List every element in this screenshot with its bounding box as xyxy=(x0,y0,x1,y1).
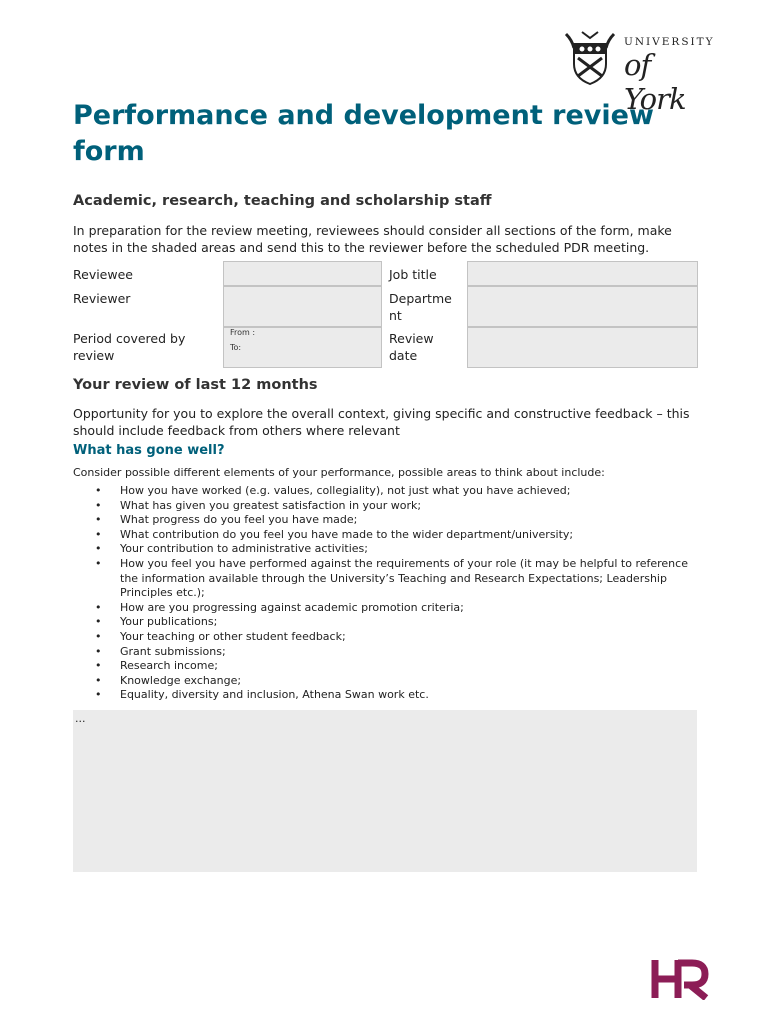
reviewee-input[interactable] xyxy=(223,261,382,286)
notes-placeholder: ... xyxy=(75,712,86,725)
list-item: • Research income; xyxy=(95,659,218,673)
list-item: • Your publications; xyxy=(95,615,218,629)
list-item: • How you have worked (e.g. values, collegiality), not just what you have achieved; xyxy=(95,484,571,497)
job-title-input[interactable] xyxy=(467,261,698,286)
university-of-york-logo xyxy=(564,30,715,116)
list-item: • Your contribution to administrative activities; xyxy=(95,542,368,556)
reviewer-input[interactable] xyxy=(223,286,382,327)
to-label: To: xyxy=(230,343,242,352)
review-description: Opportunity for you to explore the overall context, giving specific and constructive feedback – this should include feedback from others where relevant xyxy=(73,406,690,438)
page-subtitle: Academic, research, teaching and scholarship staff xyxy=(73,193,492,209)
department-input[interactable] xyxy=(467,286,698,327)
hr-logo-icon xyxy=(650,958,712,1000)
list-item: • Equality, diversity and inclusion, Athena Swan work etc. xyxy=(95,688,429,702)
reviewer-label: Reviewer xyxy=(73,291,131,306)
list-item: • What has given you greatest satisfaction in your work; xyxy=(95,498,422,512)
logo-york-text: of York xyxy=(624,48,686,116)
from-label: From : xyxy=(230,328,256,337)
list-item: • What contribution do you feel you have made to the wider department/university; xyxy=(95,527,574,541)
list-item: • How are you progressing against academic promotion criteria; xyxy=(95,600,464,614)
reviewee-details-form xyxy=(73,261,698,368)
review-date-label: Review date xyxy=(389,331,434,363)
list-item: • Grant submissions; xyxy=(95,644,226,658)
consider-text: Consider possible different elements of your performance, possible areas to think about include: xyxy=(73,466,605,479)
department-label: Departme nt xyxy=(389,291,452,323)
crest-icon xyxy=(564,30,616,86)
gone-well-heading: What has gone well? xyxy=(73,443,225,458)
gone-well-notes-area[interactable] xyxy=(73,710,697,872)
review-heading: Your review of last 12 months xyxy=(73,377,318,393)
list-item: • How you feel you have performed against the requirements of your role (it may be helpful to reference the information available through the University’s Teaching and Research Expectations; Leadership Principles etc.); xyxy=(95,556,688,600)
job-title-label: Job title xyxy=(389,267,437,282)
reviewee-label: Reviewee xyxy=(73,267,133,282)
logo-university-text: UNIVERSITY xyxy=(624,36,715,48)
period-label: Period covered by review xyxy=(73,331,186,363)
list-item: • Knowledge exchange; xyxy=(95,673,242,687)
list-item: • What progress do you feel you have made; xyxy=(95,513,358,527)
list-item: • Your teaching or other student feedback; xyxy=(95,629,346,643)
page-title: Performance and development review form xyxy=(73,100,654,167)
consider-bullet-list xyxy=(73,484,703,703)
period-input[interactable] xyxy=(223,327,382,368)
intro-paragraph: In preparation for the review meeting, reviewees should consider all sections of the form, make notes in the shaded areas and send this to the reviewer before the scheduled PDR meeting. xyxy=(73,223,672,255)
review-date-input[interactable] xyxy=(467,327,698,368)
